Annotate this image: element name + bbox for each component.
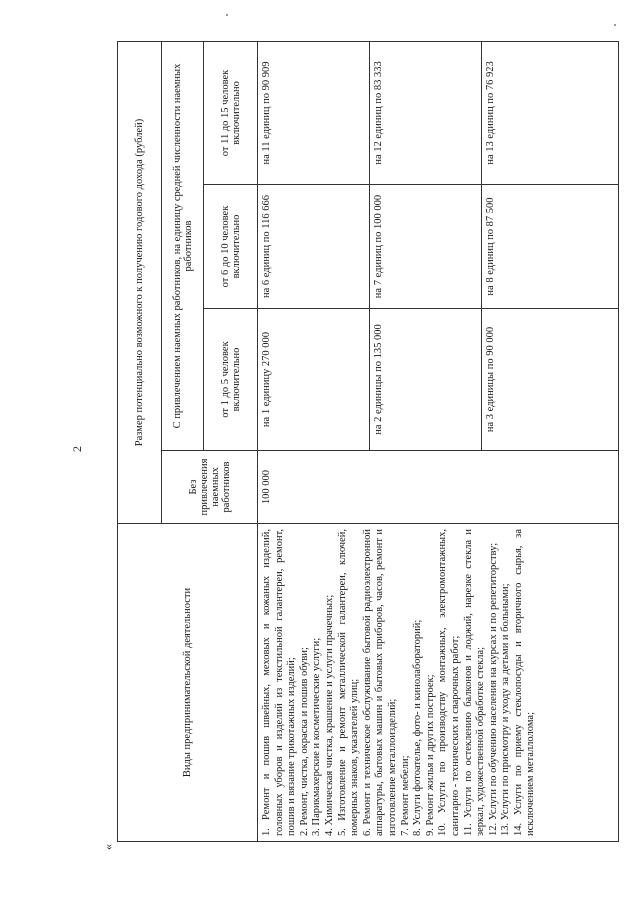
activity-item: 7. Ремонт мебели; bbox=[399, 755, 411, 836]
tier-2-col-1: на 2 единицы по 135 000 bbox=[370, 309, 482, 451]
activity-item: 1. Ремонт и пошив швейных, меховых и кожаных изделий, головных уборов и изделий из текстильной галантереи, ремонт, пошив и вязание трикотажных изделий; bbox=[261, 529, 298, 836]
scan-speck bbox=[614, 24, 616, 26]
header-with-hire: С привлечением наемных работников, на единицу средней численности наемных работников bbox=[162, 41, 204, 450]
tier-2-col-2: на 7 единиц по 100 000 bbox=[370, 185, 482, 309]
page-number: 2 bbox=[70, 446, 84, 452]
activity-item: 14. Услуги по приему стеклопосуды и вторичного сырья, за исключением металлолома; bbox=[512, 529, 537, 836]
activity-item: 10. Услуги по производству монтажных, электромонтажных, санитарно - технических и сварочных работ; bbox=[437, 529, 461, 836]
activity-item: 8. Услуги фотоателье, фото- и кинолабораторий; bbox=[412, 619, 424, 836]
tier-3-col-2: на 8 единиц по 87 500 bbox=[482, 185, 619, 309]
activity-item: 6. Ремонт и техническое обслуживание бытовой радиоэлектронной аппаратуры, бытовых машин и бытовых приборов, часов, ремонт и изготовление металлоизделий; bbox=[361, 529, 398, 836]
tier-1-col-3: на 11 единиц по 90 909 bbox=[258, 41, 370, 184]
activity-item: 4. Химическая чистка, крашение и услуги прачечных; bbox=[323, 594, 335, 836]
header-no-hire: Без привлечения наемных работников bbox=[162, 451, 258, 524]
activity-item: 5. Изготовление и ремонт металлической галантереи, ключей, номерных знаков, указателей улиц; bbox=[336, 529, 361, 836]
header-activity: Виды предпринимательской деятельности bbox=[118, 524, 258, 842]
scan-speck bbox=[226, 14, 228, 16]
no-hire-value: 100 000 bbox=[258, 451, 619, 524]
activity-item: 3. Парикмахерские и косметические услуги; bbox=[311, 637, 323, 836]
activities-list bbox=[258, 524, 619, 842]
income-table bbox=[117, 41, 619, 842]
activity-item: 13. Услуги по присмотру и уходу за детьми и больными; bbox=[500, 583, 512, 836]
activity-item: 2. Ремонт, чистка, окраска и пошив обуви; bbox=[298, 647, 310, 836]
activity-item: 12. Услуги по обучению населения на курсах и по репетиторству; bbox=[487, 542, 499, 836]
rotated-table-wrapper bbox=[117, 42, 619, 842]
tier-2-col-3: на 12 единиц по 83 333 bbox=[370, 41, 482, 184]
header-income: Размер потенциально возможного к получению годового дохода (рублей) bbox=[118, 41, 162, 523]
activity-item: 9. Ремонт жилья и других построек; bbox=[424, 674, 436, 836]
activity-item: 11. Услуги по остеклению балконов и лоджий, нарезке стекла и зеркал, художественной обработке стекла; bbox=[462, 529, 487, 836]
header-6-10: от 6 до 10 человек включительно bbox=[204, 185, 258, 309]
header-1-5: от 1 до 5 человек включительно bbox=[204, 309, 258, 451]
header-11-15: от 11 до 15 человек включительно bbox=[204, 41, 258, 184]
quote-mark: « bbox=[101, 844, 115, 850]
tier-1-col-2: на 6 единиц по 116 666 bbox=[258, 185, 370, 309]
tier-3-col-1: на 3 единицы по 90 000 bbox=[482, 309, 619, 451]
tier-3-col-3: на 13 единиц по 76 923 bbox=[482, 41, 619, 184]
tier-1-col-1: на 1 единицу 270 000 bbox=[258, 309, 370, 451]
